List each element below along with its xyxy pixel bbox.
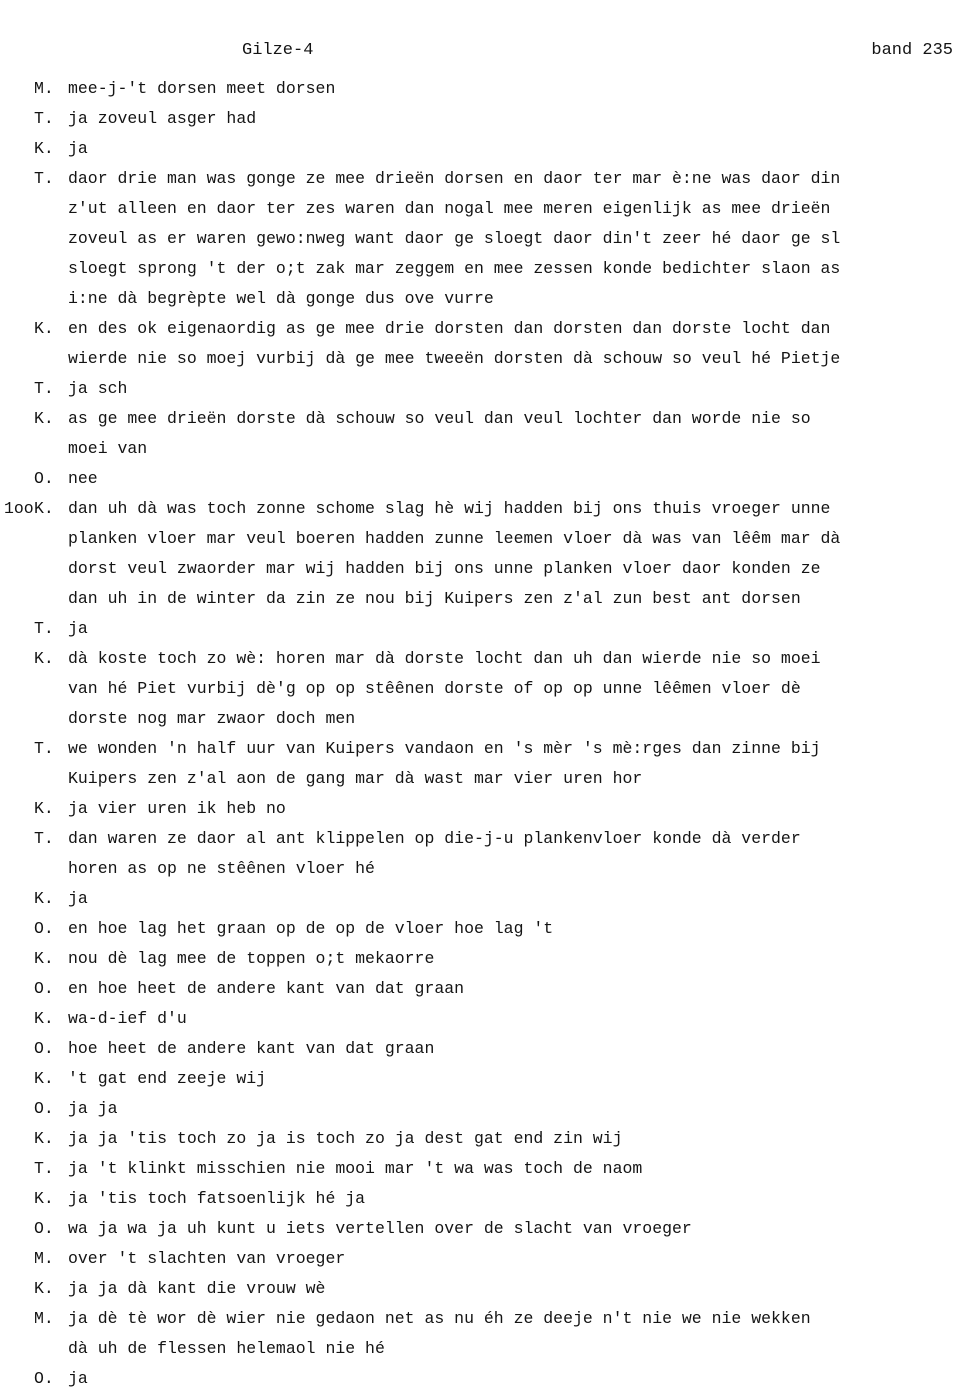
utterance-text: mee-j-'t dorsen meet dorsen: [68, 79, 336, 98]
transcript-line: [0, 1334, 973, 1364]
speaker-label: T.: [34, 739, 54, 758]
transcript-line: [0, 764, 973, 794]
speaker-label: K.: [34, 319, 54, 338]
speaker-label: O.: [34, 1219, 54, 1238]
speaker-label: K.: [34, 499, 54, 518]
utterance-text: ja 't klinkt misschien nie mooi mar 't wa was toch de naom: [68, 1159, 643, 1178]
utterance-text: dorste nog mar zwaor doch men: [68, 709, 356, 728]
utterance-text: ja dè tè wor dè wier nie gedaon net as nu éh ze deeje n't nie we nie wekken: [68, 1309, 811, 1328]
utterance-text: planken vloer mar veul boeren hadden zunne leemen vloer dà was van lêêm mar dà: [68, 529, 841, 548]
transcript-line: [0, 704, 973, 734]
transcript-line: [0, 194, 973, 224]
speaker-label: K.: [34, 1129, 54, 1148]
transcript-line: [0, 914, 973, 944]
speaker-label: M.: [34, 1309, 54, 1328]
transcript-line: [0, 134, 973, 164]
utterance-text: en des ok eigenaordig as ge mee drie dorsten dan dorsten dan dorste locht dan: [68, 319, 831, 338]
utterance-text: ja: [68, 139, 88, 158]
utterance-text: ja ja 'tis toch zo ja is toch zo ja dest gat end zin wij: [68, 1129, 623, 1148]
utterance-text: wa-d-ief d'u: [68, 1009, 187, 1028]
utterance-text: nou dè lag mee de toppen o;t mekaorre: [68, 949, 435, 968]
utterance-text: dan waren ze daor al ant klippelen op die-j-u plankenvloer konde dà verder: [68, 829, 801, 848]
speaker-label: T.: [34, 1159, 54, 1178]
transcript-line: [0, 1244, 973, 1274]
transcript-line: [0, 974, 973, 1004]
utterance-text: ja sch: [68, 379, 128, 398]
utterance-text: ja: [68, 1369, 88, 1388]
transcript-line: [0, 614, 973, 644]
transcript-line: [0, 1184, 973, 1214]
transcript-line: [0, 554, 973, 584]
speaker-label: K.: [34, 1279, 54, 1298]
transcript-line: [0, 644, 973, 674]
utterance-text: sloegt sprong 't der o;t zak mar zeggem en mee zessen konde bedichter slaon as: [68, 259, 841, 278]
utterance-text: dan uh in de winter da zin ze nou bij Kuipers zen z'al zun best ant dorsen: [68, 589, 801, 608]
transcript-line: [0, 1304, 973, 1334]
utterance-text: 't gat end zeeje wij: [68, 1069, 267, 1088]
speaker-label: M.: [34, 79, 54, 98]
speaker-label: K.: [34, 799, 54, 818]
utterance-text: dorst veul zwaorder mar wij hadden bij ons unne planken vloer daor konden ze: [68, 559, 821, 578]
utterance-text: horen as op ne stêênen vloer hé: [68, 859, 375, 878]
speaker-label: T.: [34, 829, 54, 848]
transcript-line: [0, 824, 973, 854]
transcript-line: [0, 1364, 973, 1394]
utterance-text: ja ja: [68, 1099, 118, 1118]
speaker-label: T.: [34, 109, 54, 128]
utterance-text: ja ja dà kant die vrouw wè: [68, 1279, 326, 1298]
speaker-label: O.: [34, 469, 54, 488]
utterance-text: hoe heet de andere kant van dat graan: [68, 1039, 435, 1058]
utterance-text: daor drie man was gonge ze mee drieën dorsen en daor ter mar è:ne was daor din: [68, 169, 841, 188]
utterance-text: wierde nie so moej vurbij dà ge mee tweeën dorsten dà schouw so veul hé Pietje: [68, 349, 841, 368]
speaker-label: T.: [34, 619, 54, 638]
utterance-text: moei van: [68, 439, 148, 458]
transcript-line: [0, 1064, 973, 1094]
utterance-text: en hoe heet de andere kant van dat graan: [68, 979, 465, 998]
utterance-text: ja vier uren ik heb no: [68, 799, 286, 818]
speaker-label: K.: [34, 949, 54, 968]
transcript-line: [0, 944, 973, 974]
page-title: Gilze-4: [242, 41, 314, 60]
utterance-text: ja: [68, 889, 88, 908]
speaker-label: K.: [34, 889, 54, 908]
utterance-text: as ge mee drieën dorste dà schouw so veul dan veul lochter dan worde nie so: [68, 409, 811, 428]
transcript-line: [0, 1004, 973, 1034]
transcript-line: [0, 884, 973, 914]
transcript-line: [0, 284, 973, 314]
band-number: band 235: [871, 41, 953, 60]
utterance-text: nee: [68, 469, 98, 488]
speaker-label: O.: [34, 1369, 54, 1388]
utterance-text: ja 'tis toch fatsoenlijk hé ja: [68, 1189, 366, 1208]
utterance-text: ja zoveul asger had: [68, 109, 257, 128]
transcript-line: [0, 1274, 973, 1304]
transcript-line: [0, 314, 973, 344]
transcript-lines: [0, 74, 973, 1394]
transcript-line: [0, 1034, 973, 1064]
utterance-text: dan uh dà was toch zonne schome slag hè wij hadden bij ons thuis vroeger unne: [68, 499, 831, 518]
speaker-label: M.: [34, 1249, 54, 1268]
utterance-text: dà uh de flessen helemaol nie hé: [68, 1339, 385, 1358]
transcript-line: [0, 674, 973, 704]
transcript-line: [0, 584, 973, 614]
transcript-line: [0, 104, 973, 134]
speaker-label: T.: [34, 379, 54, 398]
speaker-label: K.: [34, 649, 54, 668]
utterance-text: Kuipers zen z'al aon de gang mar dà wast mar vier uren hor: [68, 769, 643, 788]
transcript-line: [0, 254, 973, 284]
speaker-label: O.: [34, 1099, 54, 1118]
utterance-text: ja: [68, 619, 88, 638]
utterance-text: i:ne dà begrèpte wel dà gonge dus ove vurre: [68, 289, 494, 308]
speaker-label: K.: [34, 139, 54, 158]
transcript-line: [0, 494, 973, 524]
speaker-label: O.: [34, 979, 54, 998]
transcript-line: [0, 854, 973, 884]
transcript-line: [0, 524, 973, 554]
transcript-line: [0, 1154, 973, 1184]
transcript-line: [0, 734, 973, 764]
transcript-line: [0, 1094, 973, 1124]
utterance-text: we wonden 'n half uur van Kuipers vandaon en 's mèr 's mè:rges dan zinne bij: [68, 739, 821, 758]
transcript-line: [0, 404, 973, 434]
transcript-line: [0, 794, 973, 824]
speaker-label: O.: [34, 919, 54, 938]
transcript-line: [0, 344, 973, 374]
transcript-line: [0, 74, 973, 104]
speaker-label: O.: [34, 1039, 54, 1058]
transcript-line: [0, 434, 973, 464]
line-number: 1oo: [4, 499, 34, 518]
speaker-label: K.: [34, 1009, 54, 1028]
transcript-line: [0, 1124, 973, 1154]
transcript-line: [0, 374, 973, 404]
utterance-text: van hé Piet vurbij dè'g op op stêênen dorste of op op unne lêêmen vloer dè: [68, 679, 801, 698]
speaker-label: K.: [34, 1069, 54, 1088]
utterance-text: en hoe lag het graan op de op de vloer hoe lag 't: [68, 919, 554, 938]
speaker-label: K.: [34, 409, 54, 428]
utterance-text: wa ja wa ja uh kunt u iets vertellen over de slacht van vroeger: [68, 1219, 692, 1238]
transcript-line: [0, 464, 973, 494]
utterance-text: over 't slachten van vroeger: [68, 1249, 346, 1268]
utterance-text: zoveul as er waren gewo:nweg want daor ge sloegt daor din't zeer hé daor ge sl: [68, 229, 841, 248]
speaker-label: K.: [34, 1189, 54, 1208]
transcript-line: [0, 164, 973, 194]
utterance-text: z'ut alleen en daor ter zes waren dan nogal mee meren eigenlijk as mee drieën: [68, 199, 831, 218]
speaker-label: T.: [34, 169, 54, 188]
transcript-line: [0, 224, 973, 254]
transcript-line: [0, 1214, 973, 1244]
utterance-text: dà koste toch zo wè: horen mar dà dorste locht dan uh dan wierde nie so moei: [68, 649, 821, 668]
